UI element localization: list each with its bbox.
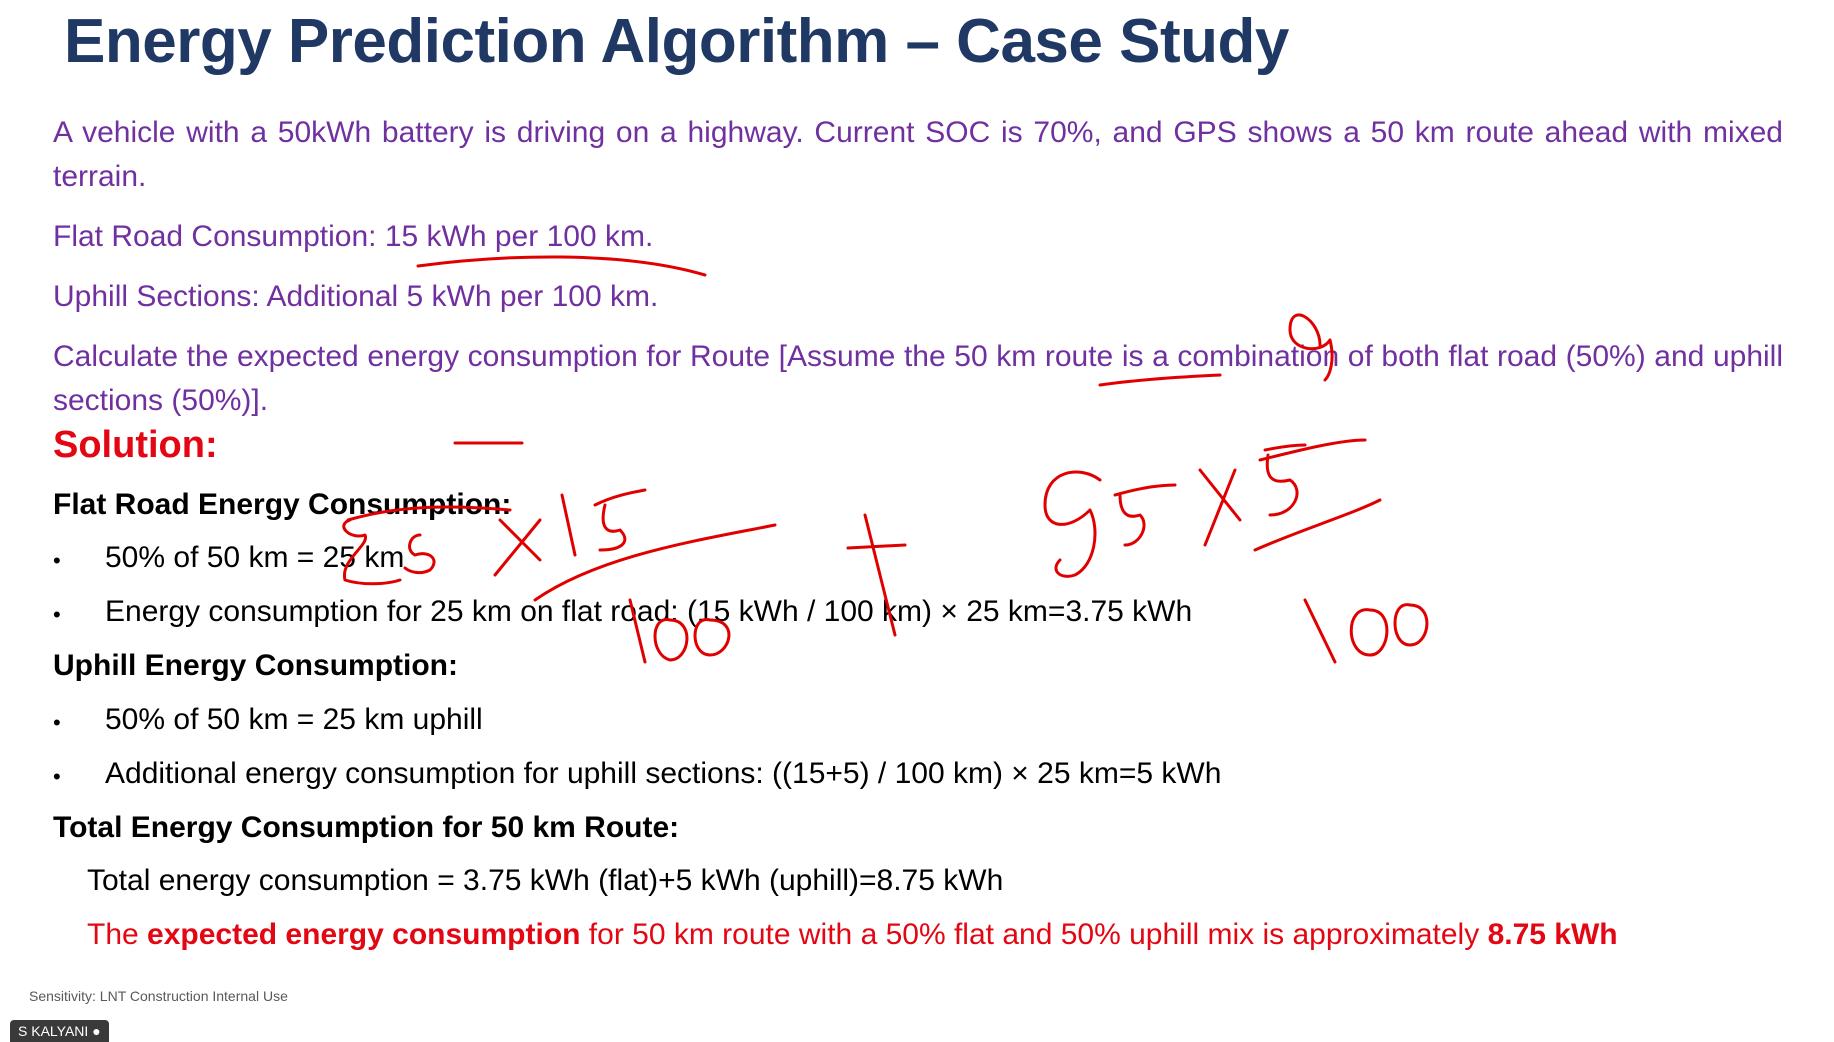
conclusion-text (87, 918, 1618, 952)
slide-title: Energy Prediction Algorithm – Case Study (64, 7, 1289, 76)
underline-flat-rate (418, 257, 705, 275)
handwritten-times-right (1200, 470, 1240, 545)
uphill-heading: Uphill Energy Consumption: (53, 649, 458, 682)
conclusion-bold-1: expected energy consumption (147, 918, 581, 951)
uphill-bullet-1: 50% of 50 km = 25 km uphill (105, 703, 483, 736)
conclusion-bold-2: 8.75 kWh (1487, 918, 1618, 951)
uphill-bullet-2: Additional energy consumption for uphill sections: ((15+5) / 100 km) × 25 km=5 kWh (105, 757, 1222, 790)
total-heading: Total Energy Consumption for 50 km Route: (53, 811, 680, 844)
handwritten-25-right (1045, 472, 1175, 576)
handwritten-100-right (1305, 600, 1427, 662)
solution-label: Solution: (53, 424, 218, 466)
handwritten-times (495, 520, 540, 575)
microphone-icon: ● (92, 1023, 101, 1039)
flat-bullet-2: Energy consumption for 25 km on flat road: (15 kWh / 100 km) × 25 km=3.75 kWh (105, 595, 1193, 628)
fraction-bar-left (535, 525, 775, 600)
problem-question: Calculate the expected energy consumption for Route [Assume the 50 km route is a combination of both flat road (50%) and uphill sections (50%)]. (53, 340, 1783, 417)
presenter-name: S KALYANI (18, 1023, 89, 1039)
flat-road-consumption: Flat Road Consumption: 15 kWh per 100 km. (53, 220, 654, 253)
handwritten-5 (1265, 445, 1305, 515)
conclusion-part2: for 50 km route with a 50% flat and 50% uphill mix is approximately (580, 918, 1488, 951)
presenter-name-tag (10, 1020, 109, 1042)
bullet-dot: • (53, 602, 61, 627)
uphill-sections: Uphill Sections: Additional 5 kWh per 100 km. (53, 280, 659, 313)
flat-bullet-1: 50% of 50 km = 25 km (105, 541, 405, 574)
conclusion-part1: The (87, 918, 148, 951)
handwritten-15 (562, 490, 645, 555)
problem-intro: A vehicle with a 50kWh battery is driving on a highway. Current SOC is 70%, and GPS shows a 50 km route ahead with mixed terrain. (53, 116, 1783, 193)
bullet-dot: • (53, 710, 61, 735)
sensitivity-label: Sensitivity: LNT Construction Internal Use (29, 988, 288, 1004)
flat-road-heading: Flat Road Energy Consumption: (53, 488, 512, 521)
strike-5 (1260, 440, 1365, 460)
fraction-bar-right (1255, 500, 1380, 550)
total-line: Total energy consumption = 3.75 kWh (flat)+5 kWh (uphill)=8.75 kWh (87, 864, 1004, 897)
bullet-dot: • (53, 764, 61, 789)
bullet-dot: • (53, 548, 61, 573)
